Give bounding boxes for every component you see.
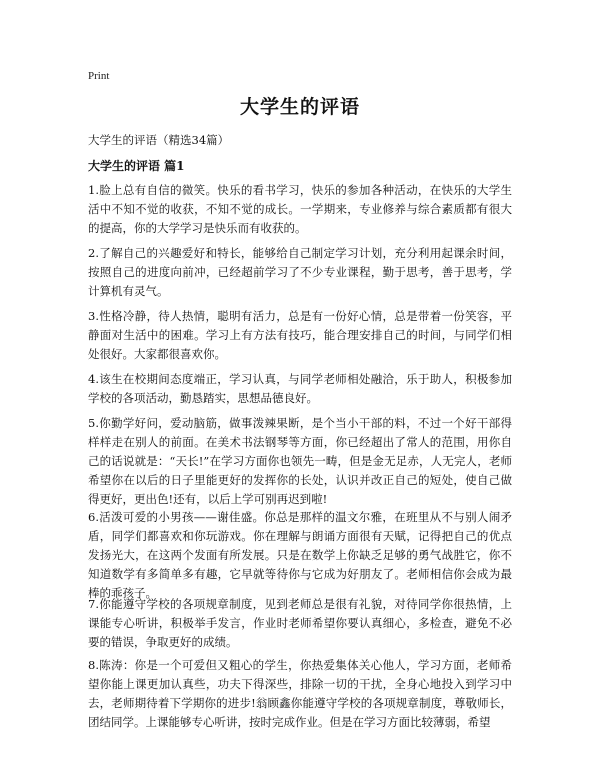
section-heading: 大学生的评语 篇1 [88, 159, 185, 173]
print-label: Print [88, 70, 110, 82]
paragraph-3: 3.性格冷静，待人热情，聪明有活力，总是有一份好心情，总是带着一份笑容，平静面对生活中的困难。学习上有方法有技巧，能合理安排自己的时间，与同学们相处很好。大家都很喜欢你。 [88, 309, 512, 361]
page-title: 大学生的评语 [239, 96, 360, 118]
paragraph-7: 7.你能遵守学校的各项规章制度，见到老师总是很有礼貌，对待同学你很热情，上课能专心听讲，积极举手发言，作业时老师希望你要认真细心，多检查，避免不必要的错误，争取更好的成绩。 [88, 597, 512, 649]
paragraph-1: 1.脸上总有自信的微笑。快乐的看书学习，快乐的参加各种活动，在快乐的大学生活中不知不觉的收获，不知不觉的成长。一学期来，专业修养与综合素质都有很大的提高，你的大学学习是快乐而有收获的。 [88, 183, 512, 235]
paragraph-2: 2.了解自己的兴趣爱好和特长，能够给自己制定学习计划，充分利用起课余时间，按照自己的进度向前冲，已经超前学习了不少专业课程，勤于思考，善于思考，学计算机有灵气。 [88, 246, 512, 298]
paragraph-6: 6.活泼可爱的小男孩——谢佳盛。你总是那样的温文尔雅，在班里从不与别人闹矛盾，同学们都喜欢和你玩游戏。你在理解与朗诵方面很有天赋，记得把自己的优点发扬光大，在这两个发面有所发展。只是在数学上你缺乏足够的勇气战胜它，你不知道数学有多简单多有趣，它早就等待你与它成为好朋友了。老师相信你会成为最棒的乖孩子。 [88, 510, 512, 600]
paragraph-8: 8.陈涛：你是一个可爱但又粗心的学生，你热爱集体关心他人，学习方面，老师希望你能上课更加认真些，功夫下得深些，排除一切的干扰，全身心地投入到学习中去，老师期待着下学期你的进步!翁顾鑫你能遵守学校的各项规章制度，尊敬师长，团结同学。上课能够专心听讲，按时完成作业。但是在学习方面比较薄弱，希望 [88, 658, 512, 729]
document-subtitle: 大学生的评语（精选34篇） [88, 133, 230, 147]
paragraph-4: 4.该生在校期间态度端正，学习认真，与同学老师相处融洽，乐于助人，积极参加学校的各项活动，勤恳踏实，思想品德良好。 [88, 372, 512, 405]
paragraph-5: 5.你勤学好问，爱动脑筋，做事泼辣果断，是个当小干部的料，不过一个好干部得样样走在别人的前面。在美术书法钢琴等方面，你已经超出了常人的范围，用你自己的话说就是：“天长!”在学习方面你也领先一畴，但是金无足赤，人无完人，老师希望你在以后的日子里能更好的发挥你的长处，认识并改正自己的短处，使自己做得更好，更出色!还有，以后上学可别再迟到啦! [88, 416, 512, 506]
